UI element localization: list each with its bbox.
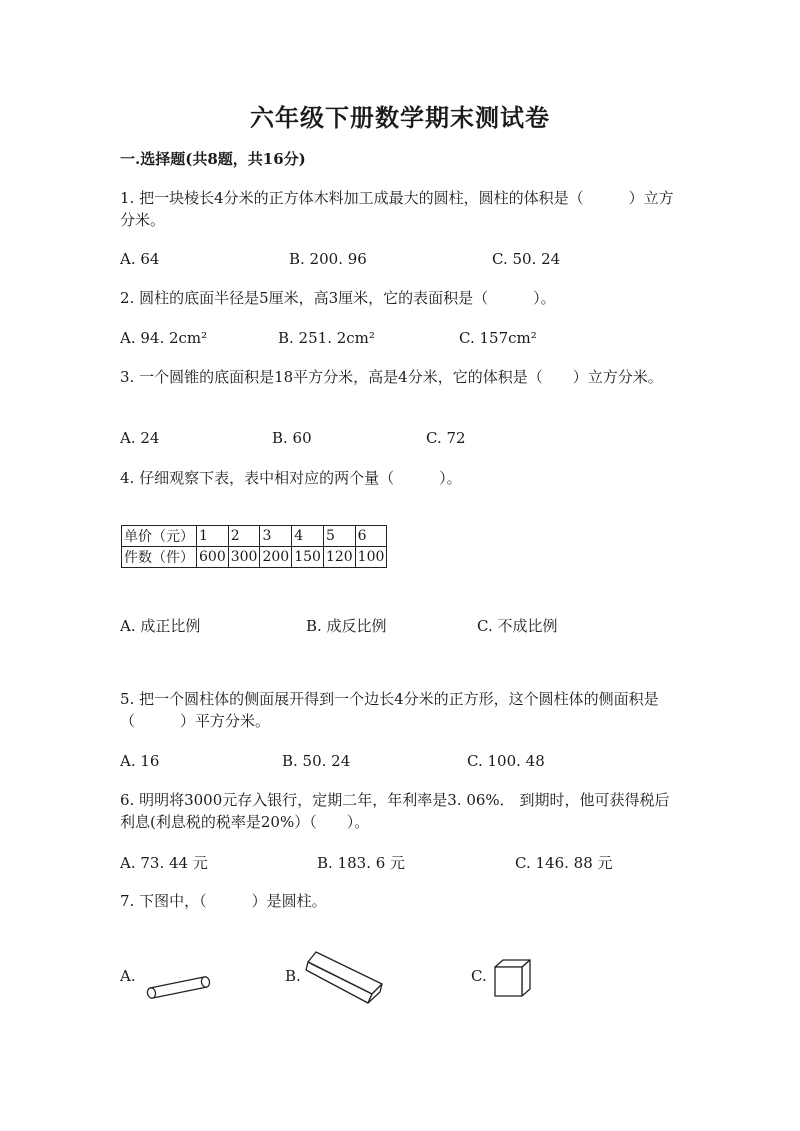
- table-cell: 3: [260, 526, 292, 547]
- q5-option-b: B. 50. 24: [282, 752, 351, 770]
- table-cell: 2: [228, 526, 260, 547]
- question-6: 6. 明明将3000元存入银行，定期二年，年利率是3. 06%． 到期时，他可获得税后利息(利息税的税率是20%）（ ）。: [120, 791, 670, 831]
- q4-option-a: A. 成正比例: [120, 617, 201, 635]
- section-heading: 一.选择题(共8题，共16分): [120, 150, 306, 168]
- q1-option-b: B. 200. 96: [289, 250, 367, 268]
- cube-icon: [492, 956, 536, 1000]
- table-cell: 100: [355, 547, 387, 568]
- cylinder-rod-icon: [140, 968, 215, 1003]
- table-cell: 4: [292, 526, 324, 547]
- table-cell: 1: [197, 526, 229, 547]
- q3-option-b: B. 60: [272, 429, 312, 447]
- q2-option-b: B. 251. 2cm²: [278, 329, 375, 347]
- question-5: 5. 把一个圆柱体的侧面展开得到一个边长4分米的正方形，这个圆柱体的侧面积是（ ）平方分米。: [120, 690, 659, 730]
- table-row: [122, 526, 387, 547]
- table-cell: 件数（件）: [122, 547, 197, 568]
- q6-option-b: B. 183. 6 元: [317, 854, 406, 872]
- price-quantity-table: [121, 525, 387, 568]
- q4-option-c: C. 不成比例: [477, 617, 558, 635]
- triangular-prism-icon: [302, 948, 387, 1006]
- q7-option-c: C.: [471, 967, 487, 985]
- question-1: 1. 把一块棱长4分米的正方体木料加工成最大的圆柱，圆柱的体积是（ ）立方分米。: [120, 189, 674, 229]
- q1-option-a: A. 64: [120, 250, 160, 268]
- q3-option-c: C. 72: [426, 429, 466, 447]
- q2-option-a: A. 94. 2cm²: [120, 329, 208, 347]
- q1-option-c: C. 50. 24: [492, 250, 561, 268]
- table-cell: 5: [323, 526, 355, 547]
- table-cell: 单价（元）: [122, 526, 197, 547]
- table-row: [122, 547, 387, 568]
- question-7: 7. 下图中，（ ）是圆柱。: [120, 892, 327, 910]
- q5-option-c: C. 100. 48: [467, 752, 545, 770]
- q7-option-b: B.: [285, 967, 301, 985]
- page-title: 六年级下册数学期末测试卷: [250, 103, 550, 132]
- q5-option-a: A. 16: [120, 752, 160, 770]
- question-2: 2. 圆柱的底面半径是5厘米，高3厘米，它的表面积是（ ）。: [120, 289, 556, 307]
- table-cell: 120: [323, 547, 355, 568]
- q6-option-a: A. 73. 44 元: [120, 854, 208, 872]
- q7-option-a: A.: [120, 967, 136, 985]
- table-cell: 6: [355, 526, 387, 547]
- table-cell: 150: [292, 547, 324, 568]
- q4-option-b: B. 成反比例: [306, 617, 387, 635]
- question-4: 4. 仔细观察下表，表中相对应的两个量（ ）。: [120, 469, 462, 487]
- q6-option-c: C. 146. 88 元: [515, 854, 613, 872]
- table-cell: 600: [197, 547, 229, 568]
- table-cell: 200: [260, 547, 292, 568]
- table-cell: 300: [228, 547, 260, 568]
- q3-option-a: A. 24: [120, 429, 160, 447]
- question-3: 3. 一个圆锥的底面积是18平方分米，高是4分米，它的体积是（ ）立方分米。: [120, 368, 663, 386]
- q2-option-c: C. 157cm²: [459, 329, 537, 347]
